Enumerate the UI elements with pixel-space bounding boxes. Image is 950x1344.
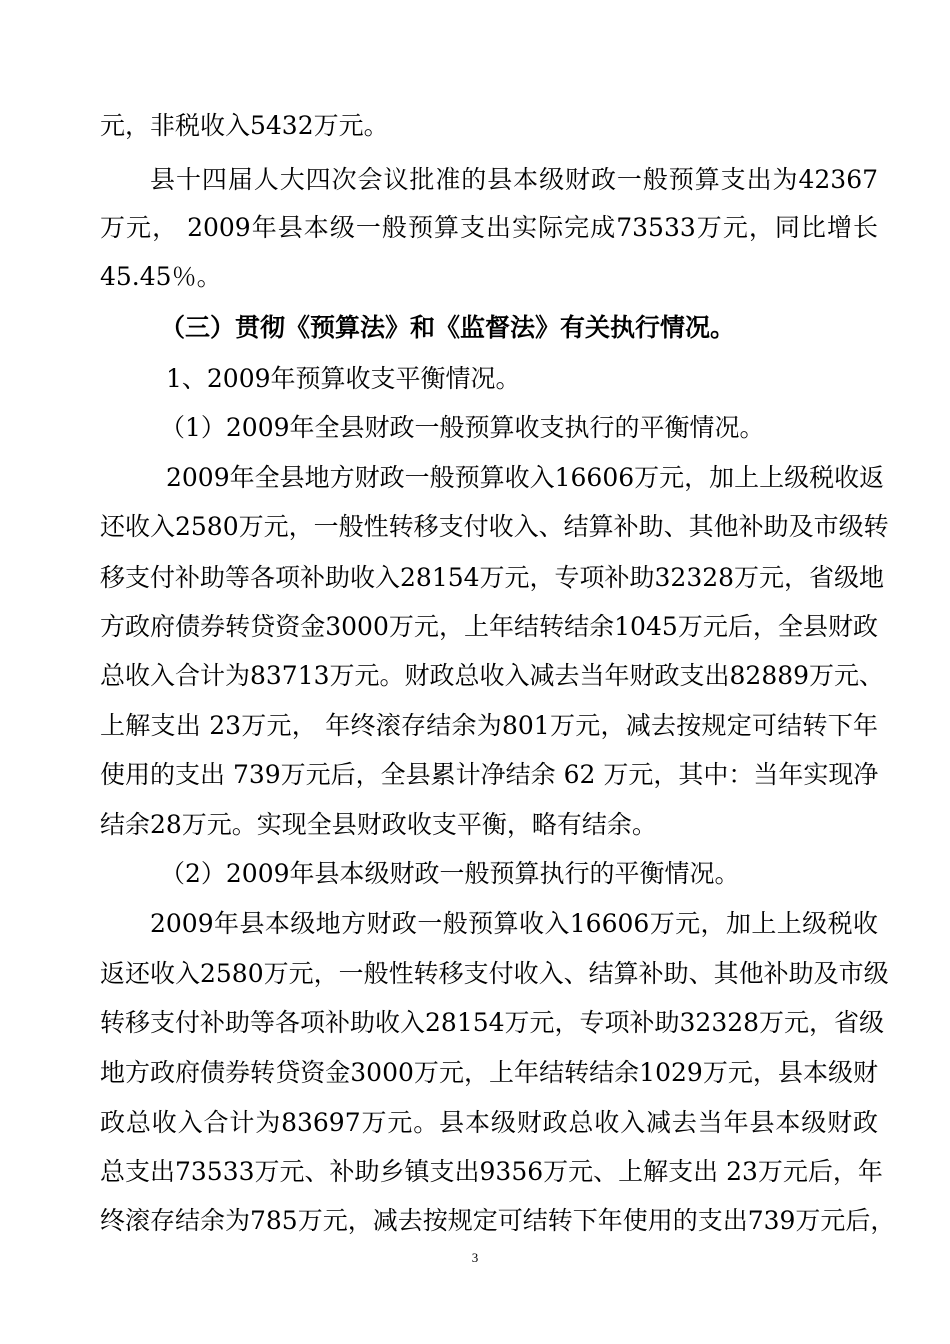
text-line: 2009年县本级地方财政一般预算收入16606万元，加上上级税收 xyxy=(150,909,878,938)
text-line: 返还收入2580万元，一般性转移支付收入、结算补助、其他补助及市级 xyxy=(100,959,889,988)
text-line: 移支付补助等各项补助收入28154万元，专项补助32328万元，省级地 xyxy=(100,563,885,592)
text-line: 还收入2580万元，一般性转移支付收入、结算补助、其他补助及市级转 xyxy=(100,512,889,541)
text-line: 1、2009年预算收支平衡情况。 xyxy=(166,364,521,393)
text-line: 45.45％。 xyxy=(100,262,222,291)
text-line: 方政府债券转贷资金3000万元，上年结转结余1045万元后，全县财政 xyxy=(100,612,878,641)
page-number: 3 xyxy=(471,1250,479,1265)
text-line: 地方政府债券转贷资金3000万元，上年结转结余1029万元，县本级财 xyxy=(100,1058,878,1087)
text-line: 终滚存结余为785万元，减去按规定可结转下年使用的支出739万元后， xyxy=(100,1206,896,1235)
text-line: 上解支出 23万元， 年终滚存结余为801万元，减去按规定可结转下年 xyxy=(100,711,878,740)
text-line: 总收入合计为83713万元。财政总收入减去当年财政支出82889万元、 xyxy=(100,661,885,690)
text-line: 总支出73533万元、补助乡镇支出9356万元、上解支出 23万元后，年 xyxy=(100,1157,883,1186)
text-line: 结余28万元。实现全县财政收支平衡，略有结余。 xyxy=(100,810,657,839)
text-line: 2009年全县地方财政一般预算收入16606万元，加上上级税收返 xyxy=(166,463,885,492)
text-line: （1）2009年全县财政一般预算收支执行的平衡情况。 xyxy=(160,413,765,442)
text-line: 元，非税收入5432万元。 xyxy=(100,111,389,140)
text-line: 万元， 2009年县本级一般预算支出实际完成73533万元，同比增长 xyxy=(100,213,878,242)
text-line: 县十四届人大四次会议批准的县本级财政一般预算支出为42367 xyxy=(150,165,878,194)
section-heading: （三）贯彻《预算法》和《监督法》有关执行情况。 xyxy=(160,313,736,342)
text-line: 政总收入合计为83697万元。县本级财政总收入减去当年县本级财政 xyxy=(100,1108,878,1137)
text-line: 使用的支出 739万元后，全县累计净结余 62 万元，其中：当年实现净 xyxy=(100,760,879,789)
text-line: （2）2009年县本级财政一般预算执行的平衡情况。 xyxy=(160,859,740,888)
text-line: 转移支付补助等各项补助收入28154万元，专项补助32328万元，省级 xyxy=(100,1008,885,1037)
